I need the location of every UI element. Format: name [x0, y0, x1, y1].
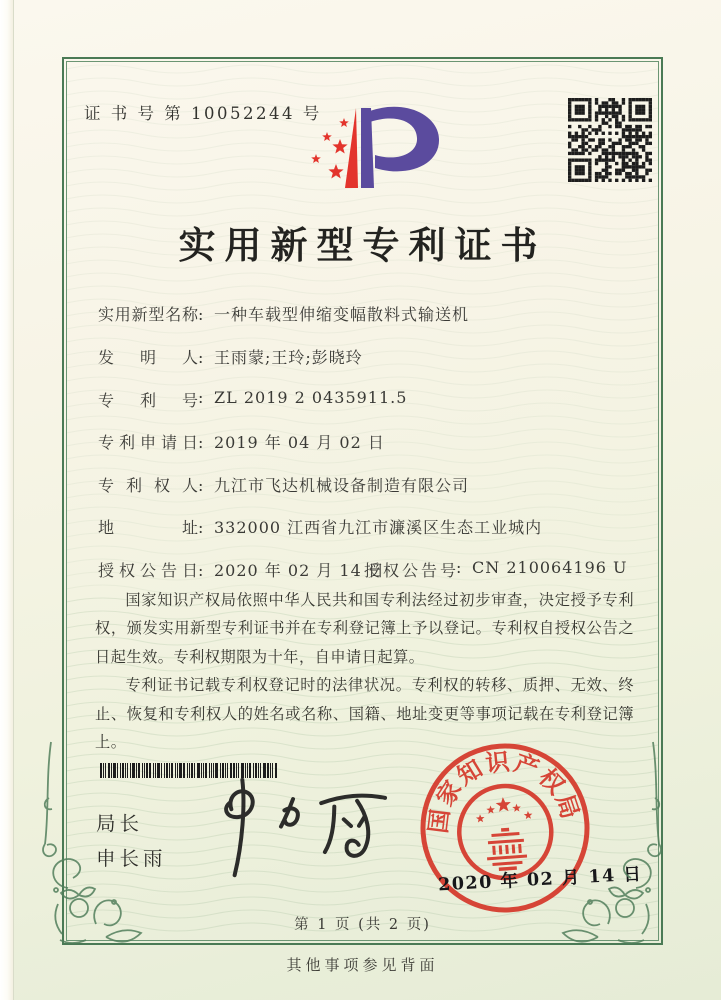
field-label: 发明人	[98, 348, 198, 367]
body-paragraph-2: 专利证书记载专利权登记时的法律状况。专利权的转移、质押、无效、终止、恢复和专利权人的姓名或名称、国籍、地址变更等事项记载在专利登记簿上。	[95, 676, 634, 752]
field-label: 专利权人	[98, 476, 198, 495]
field-label: 实用新型名称	[98, 305, 198, 324]
field-value: CN 210064196 U	[472, 558, 628, 577]
page-spine-edge	[0, 0, 14, 1000]
field-row-grant: 授权公告日: 2020 年 02 月 14 日 授权公告号: CN 210064196 U	[98, 558, 628, 580]
field-row-filing-date: 专利申请日: 2019 年 04 月 02 日	[98, 430, 385, 453]
field-value: 2020 年 02 月 14 日	[214, 561, 385, 580]
field-row-inventors: 发明人: 王雨蒙;王玲;彭晓玲	[98, 345, 363, 368]
field-value: 一种车载型伸缩变幅散料式输送机	[214, 305, 470, 324]
legal-text-block	[95, 586, 634, 757]
logo-p-bowl	[370, 107, 439, 172]
field-pair-grant-number: 授权公告号: CN 210064196 U	[364, 558, 628, 580]
field-value: 2019 年 04 月 02 日	[214, 433, 385, 452]
cnipa-logo-icon	[298, 102, 468, 204]
footer-note: 其他事项参见背面	[286, 956, 439, 974]
body-paragraph-1: 国家知识产权局依照中华人民共和国专利法经过初步审查，决定授予专利权，颁发实用新型专利证书并在专利登记簿上予以登记。专利权自授权公告之日起生效。专利权期限为十年，自申请日起算。	[95, 591, 634, 666]
seal-text: 国家知识产权局	[423, 746, 586, 835]
field-label: 专利申请日	[98, 433, 198, 452]
logo-red-wedge	[345, 108, 358, 188]
seal-date: 2020 年 02 月 14 日	[437, 864, 643, 896]
logo-stars-icon	[311, 118, 349, 179]
field-row-patentee: 专利权人: 九江市飞达机械设备制造有限公司	[98, 473, 469, 496]
signer-name: 申长雨	[96, 847, 167, 871]
field-label: 地址	[98, 518, 198, 537]
field-label: 授权公告日	[98, 561, 198, 580]
page-indicator: 第 1 页 (共 2 页)	[294, 917, 431, 933]
field-label: 专利号	[98, 391, 198, 410]
field-row-patent-number: 专利号: ZL 2019 2 0435911.5	[98, 388, 408, 410]
field-value: 九江市飞达机械设备制造有限公司	[214, 476, 470, 495]
field-value: ZL 2019 2 0435911.5	[214, 388, 408, 407]
signer-block	[96, 806, 167, 876]
seal-text-curved	[418, 741, 587, 836]
field-value: 332000 江西省九江市濂溪区生态工业城内	[214, 518, 543, 537]
field-row-invention-name: 实用新型名称: 一种车载型伸缩变幅散料式输送机	[98, 302, 469, 325]
signer-title: 局长	[96, 812, 144, 835]
certificate-title: 实用新型专利证书	[178, 223, 547, 267]
signature-autograph	[186, 769, 405, 884]
certificate-number: 证 书 号 第 10052244 号	[84, 104, 322, 123]
field-label: 授权公告号	[364, 561, 456, 580]
field-value: 王雨蒙;王玲;彭晓玲	[214, 348, 363, 367]
qr-code	[568, 98, 652, 182]
field-row-address: 地址: 332000 江西省九江市濂溪区生态工业城内	[98, 515, 542, 538]
